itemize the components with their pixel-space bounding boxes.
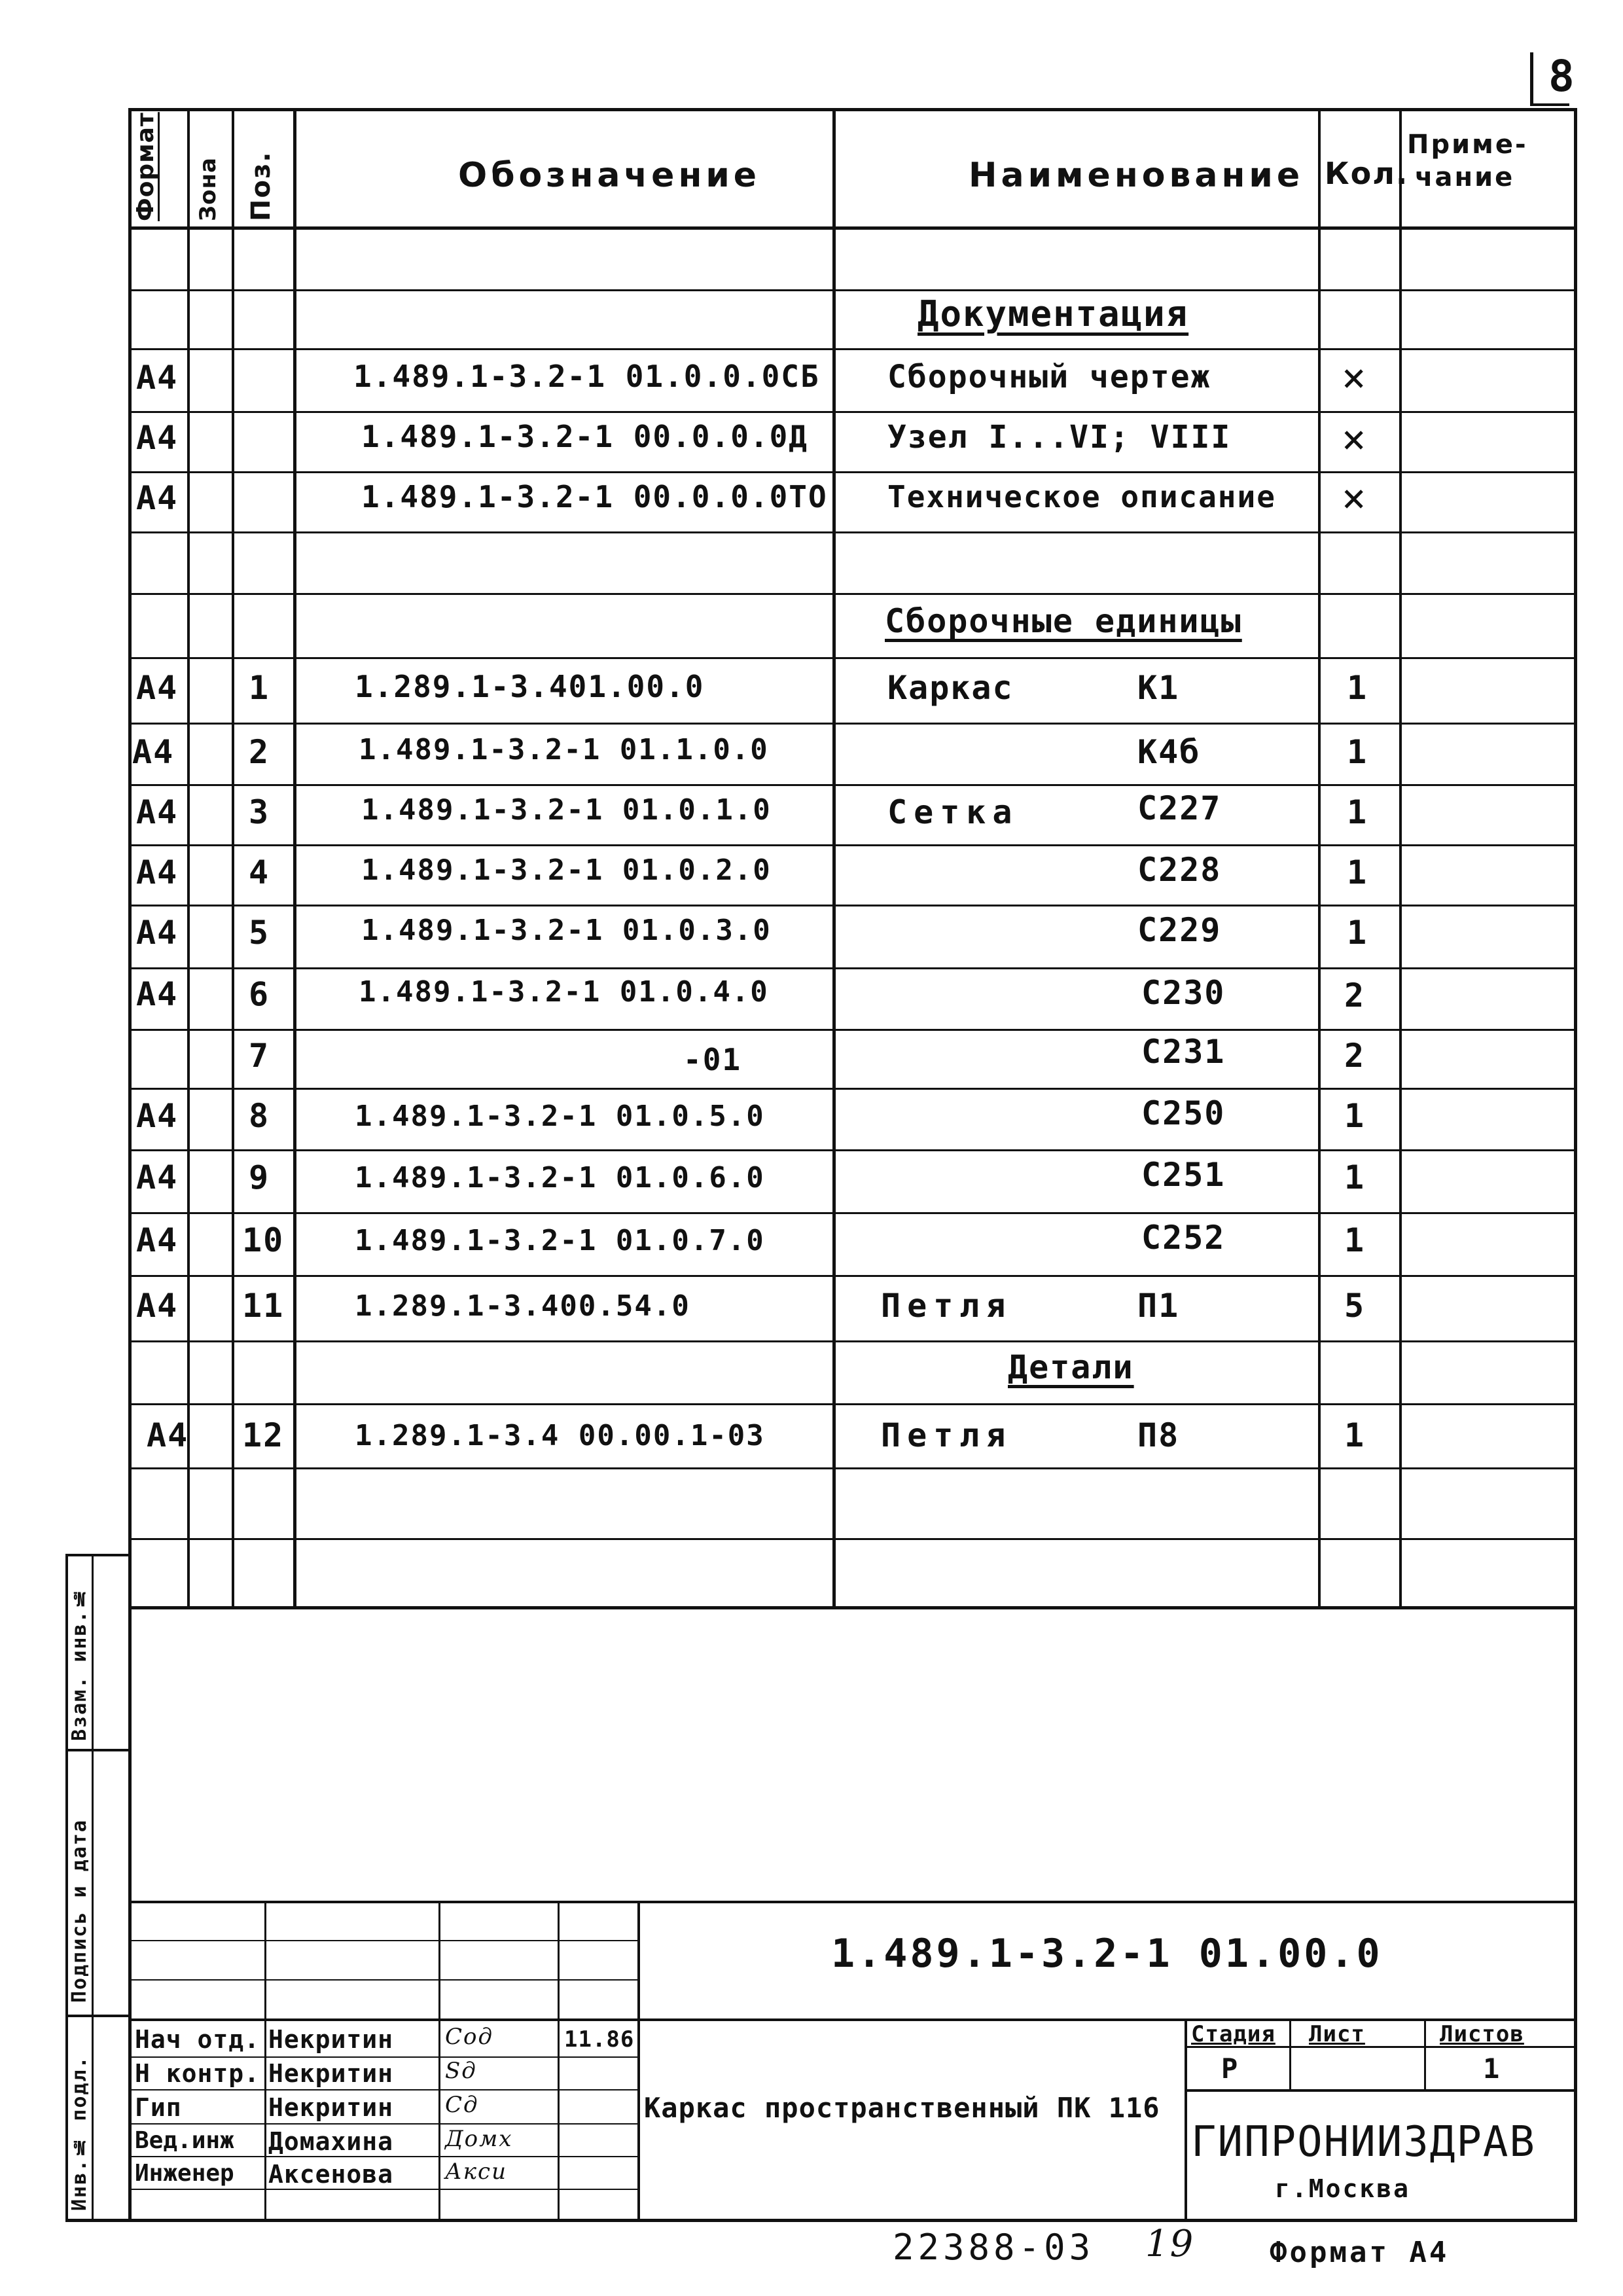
row-designation: 1.489.1-3.2-1 01.0.6.0 [355, 1161, 765, 1194]
frame-left-line [128, 108, 132, 1607]
row-line [128, 657, 1577, 659]
row-pos: 8 [249, 1097, 270, 1135]
tb-person-name: Домахина [268, 2127, 394, 2156]
tb-signature: Сд [445, 2092, 479, 2118]
tb-row-line [128, 2123, 637, 2125]
header-format: Формат [132, 112, 159, 221]
row-line [128, 784, 1577, 786]
col-line-zone [232, 108, 234, 1607]
tb-person-name: Аксенова [268, 2160, 394, 2189]
row-format: А4 [136, 669, 179, 707]
row-mark: С230 [1141, 974, 1226, 1012]
header-note-line1: Приме- [1407, 130, 1528, 160]
sheet-number-divider [1530, 52, 1533, 105]
frame-bottom-line [65, 2219, 1577, 2222]
row-pos: 6 [249, 975, 270, 1013]
stage-col-line [1289, 2018, 1291, 2090]
row-line [128, 1149, 1577, 1151]
row-qty: 1 [1344, 1221, 1366, 1259]
row-line [128, 1340, 1577, 1342]
row-mark: С251 [1141, 1156, 1226, 1194]
footer-handwritten-number: 19 [1145, 2223, 1195, 2265]
stage-value: Р [1221, 2053, 1240, 2085]
row-qty: 1 [1347, 669, 1368, 707]
row-line [128, 1467, 1577, 1469]
row-format: А4 [136, 793, 179, 831]
stage-row-line [1185, 2089, 1577, 2092]
row-line [128, 348, 1577, 350]
tb-row-line [128, 2156, 637, 2157]
row-format: А4 [136, 914, 179, 952]
tb-person-name: Некритин [268, 2093, 394, 2122]
doc-row-designation: 1.489.1-3.2-1 00.0.0.0Д [361, 419, 808, 454]
row-format: А4 [132, 733, 175, 771]
row-pos: 10 [242, 1221, 285, 1259]
doc-row-designation: 1.489.1-3.2-1 00.0.0.0ТО [361, 479, 828, 514]
row-designation: 1.489.1-3.2-1 01.0.3.0 [361, 914, 772, 947]
col-line-designation [832, 108, 836, 1607]
side-stamp-divider [65, 1749, 131, 1751]
row-mark: П1 [1137, 1287, 1180, 1325]
row-designation: 1.489.1-3.2-1 01.0.5.0 [355, 1100, 765, 1133]
tb-col-line [558, 1901, 560, 2221]
col-line-pos [293, 108, 296, 1607]
row-qty: 1 [1344, 1158, 1366, 1196]
header-name: Наименование [969, 156, 1304, 195]
section-details: Детали [1008, 1348, 1134, 1386]
row-designation: 1.289.1-3.400.54.0 [355, 1289, 690, 1323]
doc-row-format: А4 [136, 479, 179, 517]
title-block-main-divider [637, 1901, 640, 2221]
header-zone: Зона [195, 157, 221, 221]
org-name: ГИПРОНИИЗДРАВ [1191, 2118, 1536, 2166]
row-line [128, 1212, 1577, 1214]
tb-row-line [128, 1940, 637, 1941]
tb-date: 11.86 [564, 2026, 635, 2053]
row-line [128, 844, 1577, 846]
row-designation: 1.489.1-3.2-1 01.0.1.0 [361, 793, 772, 827]
section-assembly-units: Сборочные единицы [885, 602, 1242, 640]
tb-role: Гип [135, 2093, 182, 2122]
tb-role: Инженер [135, 2160, 234, 2187]
row-mark: С252 [1141, 1219, 1226, 1257]
row-qty: 1 [1347, 793, 1368, 831]
section-documentation: Документация [918, 293, 1189, 334]
row-name: Петля [881, 1416, 1012, 1454]
row-line [128, 1029, 1577, 1031]
row-designation: -01 [683, 1042, 742, 1077]
row-mark: С227 [1137, 789, 1222, 827]
doc-row-designation: 1.489.1-3.2-1 01.0.0.0СБ [353, 359, 820, 394]
tb-signature: Сод [445, 2024, 494, 2050]
table-bottom-line [128, 1606, 1577, 1609]
doc-row-name: Техническое описание [887, 479, 1276, 514]
row-pos: 2 [249, 733, 270, 771]
row-name: Сетка [887, 793, 1019, 831]
header-note-line2: чание [1415, 162, 1515, 192]
title-block-top [128, 1901, 1577, 1903]
row-pos: 12 [242, 1416, 285, 1454]
header-designation: Обозначение [458, 156, 761, 195]
stage-col-line [1424, 2018, 1426, 2090]
row-pos: 11 [242, 1287, 285, 1325]
tb-row-line [128, 2056, 637, 2058]
row-line [128, 905, 1577, 906]
col-line-qty [1399, 108, 1402, 1607]
row-line [128, 531, 1577, 533]
row-line [128, 1275, 1577, 1277]
row-designation: 1.489.1-3.2-1 01.0.4.0 [359, 975, 769, 1009]
header-qty: Кол. [1325, 156, 1409, 191]
frame-left-lower [128, 1606, 132, 2221]
col-line-format [187, 108, 190, 1607]
header-bottom-line [128, 226, 1577, 230]
frame-top-line [128, 108, 1577, 111]
tb-row-line [128, 2089, 637, 2090]
org-city: г.Москва [1275, 2174, 1411, 2203]
sheet-label: Лист [1309, 2021, 1365, 2047]
frame-right-line [1574, 108, 1577, 2222]
tb-signature: Sд [445, 2058, 477, 2084]
row-name: Петля [881, 1287, 1012, 1325]
row-designation: 1.489.1-3.2-1 01.0.2.0 [361, 853, 772, 887]
row-format: А4 [136, 1287, 179, 1325]
row-qty: 1 [1347, 914, 1368, 952]
tb-role: Вед.инж [135, 2127, 234, 2154]
row-format: А4 [147, 1416, 189, 1454]
header-pos: Поз. [246, 151, 276, 221]
row-name: Каркас [887, 669, 1014, 707]
row-qty: 1 [1347, 733, 1368, 771]
row-format: А4 [136, 975, 179, 1013]
tb-role: Нач отд. [135, 2025, 260, 2054]
row-line [128, 723, 1577, 725]
tb-role: Н контр. [135, 2059, 260, 2088]
sheet-number-underline [1530, 103, 1569, 106]
row-mark: С229 [1137, 911, 1222, 949]
row-qty: 2 [1344, 1037, 1366, 1075]
tb-row-line [128, 2189, 637, 2190]
sheet-number: 8 [1548, 51, 1576, 101]
row-designation: 1.289.1-3.401.00.0 [355, 669, 705, 704]
stage-label: Стадия [1191, 2021, 1275, 2047]
doc-code: 1.489.1-3.2-1 01.00.0 [831, 1931, 1383, 1977]
sheets-value: 1 [1483, 2053, 1501, 2085]
stage-block-left [1185, 2018, 1187, 2221]
row-line [128, 593, 1577, 595]
doc-row-qty: × [1342, 474, 1368, 522]
tb-col-line [438, 1901, 440, 2221]
tb-signature: Акси [445, 2159, 507, 2185]
row-qty: 1 [1347, 853, 1368, 891]
doc-row-name: Узел I...VI; VIII [887, 419, 1232, 456]
row-line [128, 411, 1577, 413]
row-mark: С228 [1137, 851, 1222, 889]
side-label-inv-no: Инв.№ подл. [68, 2055, 91, 2211]
row-designation: 1.289.1-3.4 00.00.1-03 [355, 1419, 765, 1452]
row-line [128, 1403, 1577, 1405]
drawing-title: Каркас пространственный ПК 116 [644, 2092, 1160, 2124]
row-designation: 1.489.1-3.2-1 01.1.0.0 [359, 733, 769, 766]
tb-col-line [264, 1901, 266, 2221]
row-line [128, 1088, 1577, 1090]
doc-row-format: А4 [136, 359, 179, 397]
row-qty: 1 [1344, 1416, 1366, 1454]
row-mark: С231 [1141, 1033, 1226, 1071]
side-label-sign-date: Подпись и дата [68, 1819, 91, 2003]
footer-format: Формат А4 [1270, 2236, 1450, 2269]
doc-row-qty: × [1342, 415, 1368, 463]
tb-person-name: Некритин [268, 2025, 394, 2054]
row-qty: 5 [1344, 1287, 1366, 1325]
row-qty: 2 [1344, 977, 1366, 1014]
row-pos: 3 [249, 793, 270, 831]
row-pos: 7 [249, 1037, 270, 1075]
doc-row-format: А4 [136, 419, 179, 457]
row-pos: 5 [249, 914, 270, 952]
tb-signature: Домх [445, 2126, 513, 2152]
footer-number: 22388-03 [893, 2227, 1095, 2268]
row-mark: С250 [1141, 1094, 1226, 1132]
side-stamp-top [65, 1554, 131, 1556]
row-format: А4 [136, 1158, 179, 1196]
row-mark: П8 [1137, 1416, 1180, 1454]
tb-person-name: Некритин [268, 2059, 394, 2088]
row-line [128, 967, 1577, 969]
row-pos: 4 [249, 853, 270, 891]
row-pos: 9 [249, 1158, 270, 1196]
doc-row-qty: × [1342, 353, 1368, 401]
row-mark: К1 [1137, 669, 1180, 707]
side-stamp-divider [65, 2015, 131, 2017]
side-label-replace: Взам. инв.№ [68, 1585, 91, 1741]
row-qty: 1 [1344, 1097, 1366, 1135]
row-line [128, 1538, 1577, 1540]
row-format: А4 [136, 1097, 179, 1135]
row-designation: 1.489.1-3.2-1 01.0.7.0 [355, 1224, 765, 1257]
row-pos: 1 [249, 669, 270, 707]
col-line-name [1318, 108, 1321, 1607]
row-format: А4 [136, 1221, 179, 1259]
sheets-label: Листов [1440, 2021, 1524, 2047]
tb-row-line [128, 1979, 637, 1981]
row-format: А4 [136, 853, 179, 891]
row-line [128, 471, 1577, 473]
doc-row-name: Сборочный чертеж [887, 359, 1211, 395]
row-mark: К4б [1137, 733, 1201, 771]
side-stamp-inner [92, 1554, 94, 2221]
row-line [128, 289, 1577, 291]
